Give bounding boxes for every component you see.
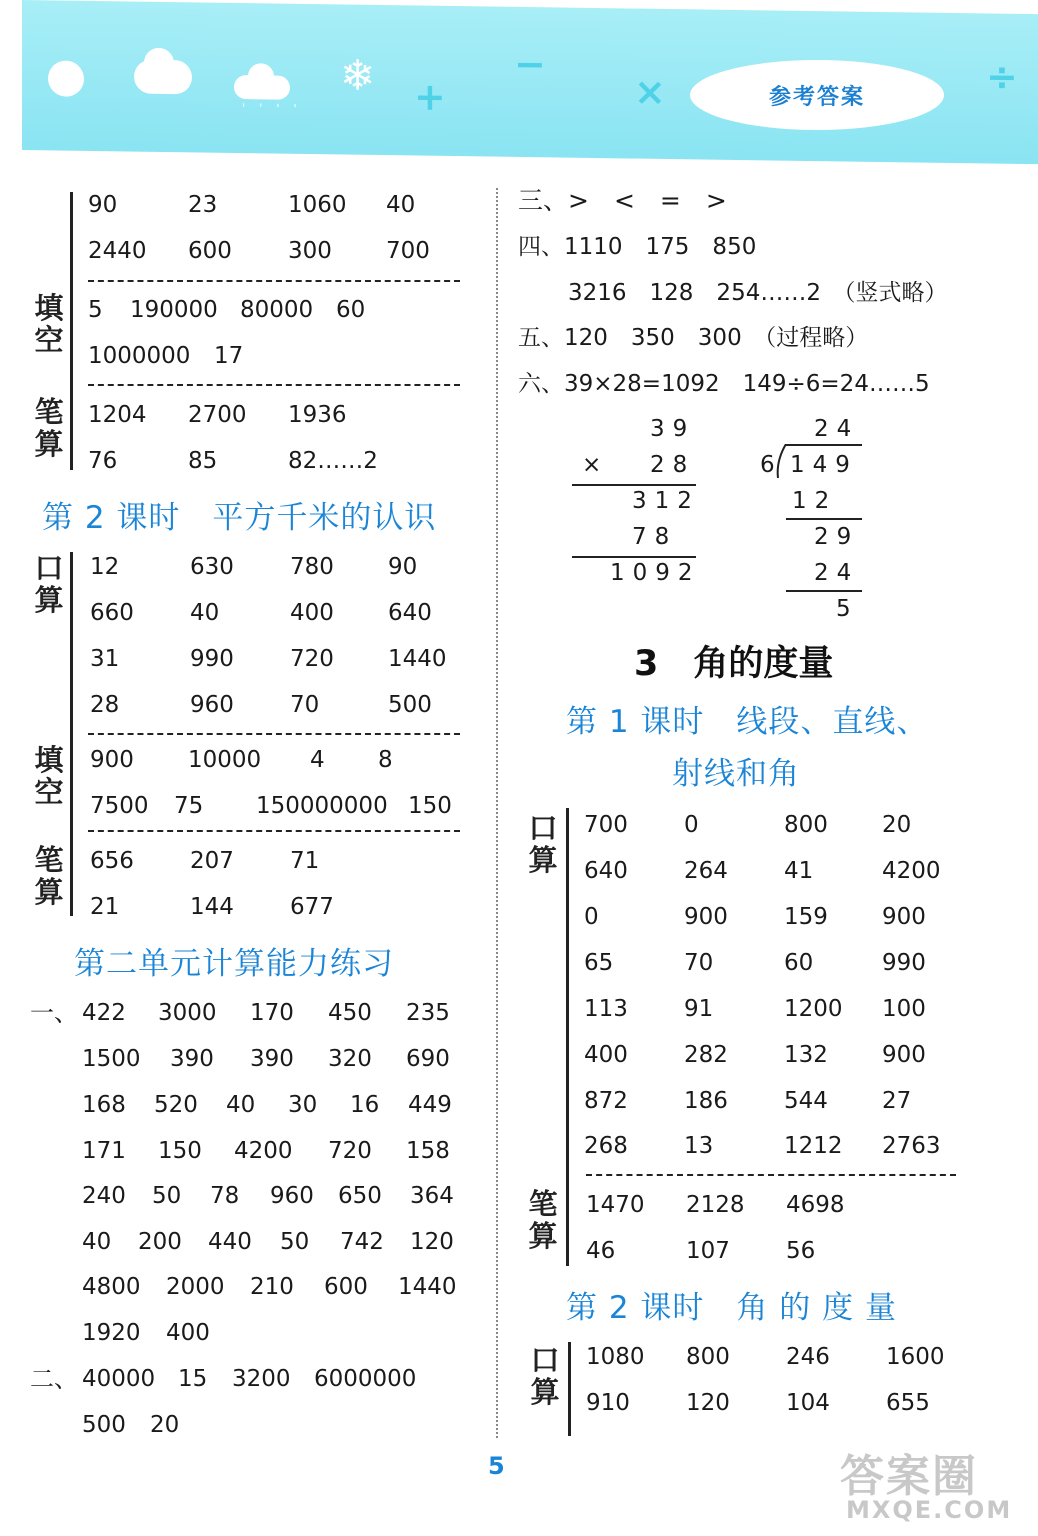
answer-value: 440 [208, 1229, 252, 1255]
answer-title-badge [690, 60, 944, 130]
quotient: 24 [814, 416, 860, 442]
answer-value: 1000000 [88, 343, 191, 369]
exercise-3: 三、> < = > [518, 186, 727, 215]
section-bar [70, 552, 73, 916]
exercise-6: 六、39×28=1092 149÷6=24……5 [518, 371, 930, 397]
answer-value: 872 [584, 1088, 628, 1114]
watermark-text: 答案圈 [840, 1451, 978, 1502]
answer-value: 300 [288, 238, 332, 264]
answer-value: 690 [406, 1046, 450, 1072]
answer-value: 900 [882, 904, 926, 930]
answer-value: 15 [178, 1366, 208, 1392]
unit-title: 第二单元计算能力练习 [74, 946, 394, 982]
answer-value: 1440 [388, 646, 447, 672]
answer-value: 76 [88, 448, 118, 474]
fill-blank-label: 填空 [34, 743, 64, 809]
answer-value: 200 [138, 1229, 182, 1255]
answer-value: 3200 [232, 1366, 291, 1392]
answer-value: 500 [82, 1412, 126, 1438]
exercise-marker: 二、 [30, 1365, 78, 1393]
answer-value: 5 [88, 297, 103, 323]
answer-value: 656 [90, 848, 134, 874]
answer-value: 207 [190, 848, 234, 874]
answer-value: 320 [328, 1046, 372, 1072]
answer-value: 46 [586, 1238, 616, 1264]
answer-value: 85 [188, 448, 218, 474]
division-bracket-top [786, 444, 862, 446]
written-calc-label: 笔算 [34, 395, 64, 461]
answer-value: 4200 [882, 858, 941, 884]
answer-value: 600 [324, 1274, 368, 1300]
answer-value: 400 [290, 600, 334, 626]
answer-value: 82……2 [288, 448, 378, 474]
answer-value: 70 [684, 950, 714, 976]
answer-value: 40 [226, 1092, 256, 1118]
answer-value: 171 [82, 1138, 126, 1164]
answer-value: 544 [784, 1088, 828, 1114]
dashed-separator [88, 830, 460, 832]
answer-value: 31 [90, 646, 120, 672]
answer-value: 132 [784, 1042, 828, 1068]
divisor: 6 [760, 452, 783, 478]
answer-value: 159 [784, 904, 828, 930]
dividend: 149 [790, 452, 858, 478]
multiplicand: 39 [650, 416, 696, 442]
answer-value: 56 [786, 1238, 816, 1264]
partial-remainder: 29 [814, 524, 860, 550]
answer-value: 40 [386, 192, 416, 218]
answer-value: 2000 [166, 1274, 225, 1300]
answer-value: 240 [82, 1183, 126, 1209]
answer-value: 2128 [686, 1192, 745, 1218]
answer-value: 150000000 [256, 793, 388, 819]
answer-value: 990 [190, 646, 234, 672]
answer-value: 900 [882, 1042, 926, 1068]
answer-value: 8 [378, 747, 393, 773]
answer-value: 235 [406, 1000, 450, 1026]
answer-value: 210 [250, 1274, 294, 1300]
rain-cloud-icon [234, 75, 290, 100]
written-calc-label: 笔算 [34, 843, 64, 909]
answer-value: 640 [584, 858, 628, 884]
answer-value: 990 [882, 950, 926, 976]
answer-value: 400 [166, 1320, 210, 1346]
answer-value: 264 [684, 858, 728, 884]
answer-value: 12 [90, 554, 120, 580]
answer-value: 720 [328, 1138, 372, 1164]
partial-product: 78 [632, 524, 678, 550]
dashed-separator [88, 733, 460, 735]
answer-value: 78 [210, 1183, 240, 1209]
watermark-logo [840, 1440, 1030, 1532]
answer-value: 660 [90, 600, 134, 626]
answer-value: 520 [154, 1092, 198, 1118]
answer-value: 104 [786, 1390, 830, 1416]
exercise-5: 五、120 350 300 （过程略） [518, 325, 869, 351]
answer-value: 1500 [82, 1046, 141, 1072]
answer-value: 3000 [158, 1000, 217, 1026]
oral-calc-label: 口算 [530, 1343, 560, 1409]
section-bar [70, 192, 73, 470]
remainder: 5 [836, 596, 859, 622]
answer-value: 107 [686, 1238, 730, 1264]
answer-value: 90 [388, 554, 418, 580]
answer-value: 20 [882, 812, 912, 838]
calc-rule [786, 590, 862, 592]
answer-value: 1204 [88, 402, 147, 428]
answer-value: 60 [336, 297, 366, 323]
answer-value: 120 [686, 1390, 730, 1416]
answer-value: 40 [82, 1229, 112, 1255]
answer-value: 186 [684, 1088, 728, 1114]
answer-value: 1936 [288, 402, 347, 428]
answer-value: 390 [250, 1046, 294, 1072]
answer-value: 158 [406, 1138, 450, 1164]
times-icon: × [582, 452, 610, 478]
answer-value: 246 [786, 1344, 830, 1370]
answer-value: 960 [190, 692, 234, 718]
answer-value: 4800 [82, 1274, 141, 1300]
subtrahend: 24 [814, 560, 860, 586]
answer-value: 1920 [82, 1320, 141, 1346]
answer-value: 10000 [188, 747, 262, 773]
answer-value: 268 [584, 1133, 628, 1159]
answer-value: 40 [190, 600, 220, 626]
answer-value: 90 [88, 192, 118, 218]
section-bar [566, 808, 569, 1266]
answer-value: 2440 [88, 238, 147, 264]
answer-value: 800 [784, 812, 828, 838]
chapter-title: 3 角的度量 [634, 644, 834, 684]
answer-value: 640 [388, 600, 432, 626]
answer-value: 70 [290, 692, 320, 718]
written-calc-label: 笔算 [528, 1187, 558, 1253]
dashed-separator [88, 280, 460, 282]
dashed-separator [586, 1174, 956, 1176]
answer-value: 1470 [586, 1192, 645, 1218]
answer-value: 17 [214, 343, 244, 369]
answer-value: 910 [586, 1390, 630, 1416]
answer-value: 720 [290, 646, 334, 672]
divide-icon: ÷ [986, 54, 1018, 99]
answer-value: 4 [310, 747, 325, 773]
answer-value: 1060 [288, 192, 347, 218]
answer-value: 600 [188, 238, 232, 264]
partial-product: 312 [632, 488, 700, 514]
answer-value: 41 [784, 858, 814, 884]
answer-value: 23 [188, 192, 218, 218]
answer-value: 677 [290, 894, 334, 920]
answer-value: 6000000 [314, 1366, 417, 1392]
answer-value: 168 [82, 1092, 126, 1118]
answer-value: 0 [584, 904, 599, 930]
answer-value: 960 [270, 1183, 314, 1209]
subtrahend: 12 [792, 488, 838, 514]
answer-value: 2763 [882, 1133, 941, 1159]
multiplier: 28 [650, 452, 696, 478]
answer-value: 50 [152, 1183, 182, 1209]
page-number: 5 [488, 1452, 505, 1480]
answer-value: 900 [684, 904, 728, 930]
answer-value: 27 [882, 1088, 912, 1114]
rain-drops-icon: ' ' ' ' [242, 101, 302, 116]
exercise-marker: 一、 [30, 999, 78, 1027]
answer-value: 60 [784, 950, 814, 976]
minus-icon: − [514, 41, 546, 87]
answer-value: 21 [90, 894, 120, 920]
answer-value: 400 [584, 1042, 628, 1068]
answer-value: 1440 [398, 1274, 457, 1300]
answer-value: 4698 [786, 1192, 845, 1218]
answer-value: 100 [882, 996, 926, 1022]
answer-value: 364 [410, 1183, 454, 1209]
snowflake-icon: ❄ [340, 50, 376, 100]
answer-value: 75 [174, 793, 204, 819]
product: 1092 [610, 560, 701, 586]
answer-value: 20 [150, 1412, 180, 1438]
lesson-title: 第 1 课时 线段、直线、 [566, 704, 929, 740]
answer-value: 282 [684, 1042, 728, 1068]
answer-value: 190000 [130, 297, 218, 323]
answer-value: 170 [250, 1000, 294, 1026]
answer-value: 1200 [784, 996, 843, 1022]
answer-value: 120 [410, 1229, 454, 1255]
answer-value: 65 [584, 950, 614, 976]
answer-value: 390 [170, 1046, 214, 1072]
sun-icon [48, 60, 84, 97]
cloud-icon [134, 60, 192, 95]
answer-value: 450 [328, 1000, 372, 1026]
answer-value: 700 [386, 238, 430, 264]
answer-value: 7500 [90, 793, 149, 819]
answer-value: 150 [158, 1138, 202, 1164]
answer-value: 0 [684, 812, 699, 838]
answer-value: 71 [290, 848, 320, 874]
answer-value: 80000 [240, 297, 314, 323]
answer-value: 28 [90, 692, 120, 718]
answer-value: 4200 [234, 1138, 293, 1164]
answer-value: 1600 [886, 1344, 945, 1370]
column-divider [496, 188, 498, 1438]
plus-icon: + [414, 74, 446, 119]
answer-value: 13 [684, 1133, 714, 1159]
answer-value: 2700 [188, 402, 247, 428]
answer-value: 422 [82, 1000, 126, 1026]
exercise-4-line1: 四、1110 175 850 [518, 234, 757, 260]
answer-value: 780 [290, 554, 334, 580]
lesson-title-cont: 射线和角 [672, 756, 800, 792]
watermark-url: MXQE.COM [846, 1496, 1013, 1524]
answer-value: 16 [350, 1092, 380, 1118]
oral-calc-label: 口算 [528, 811, 558, 877]
answer-value: 1212 [784, 1133, 843, 1159]
times-icon: × [634, 69, 666, 114]
answer-value: 30 [288, 1092, 318, 1118]
dashed-separator [88, 384, 460, 386]
answer-value: 91 [684, 996, 714, 1022]
section-bar [568, 1342, 571, 1436]
answer-value: 40000 [82, 1366, 156, 1392]
answer-value: 700 [584, 812, 628, 838]
answer-value: 500 [388, 692, 432, 718]
answer-value: 449 [408, 1092, 452, 1118]
oral-calc-label: 口算 [34, 551, 64, 617]
exercise-4-line2: 3216 128 254……2 （竖式略） [568, 280, 948, 306]
answer-value: 150 [408, 793, 452, 819]
answer-value: 800 [686, 1344, 730, 1370]
answer-value: 144 [190, 894, 234, 920]
answer-value: 900 [90, 747, 134, 773]
lesson-title: 第 2 课时 平方千米的认识 [42, 500, 437, 536]
answer-value: 742 [340, 1229, 384, 1255]
calc-rule [786, 518, 862, 520]
answer-value: 655 [886, 1390, 930, 1416]
answer-value: 113 [584, 996, 628, 1022]
answer-value: 1080 [586, 1344, 645, 1370]
fill-blank-label: 填空 [34, 291, 64, 357]
lesson-title: 第 2 课时 角 的 度 量 [566, 1290, 897, 1326]
answer-value: 630 [190, 554, 234, 580]
page-title: 参考答案 [768, 84, 865, 110]
answer-value: 650 [338, 1183, 382, 1209]
answer-value: 50 [280, 1229, 310, 1255]
